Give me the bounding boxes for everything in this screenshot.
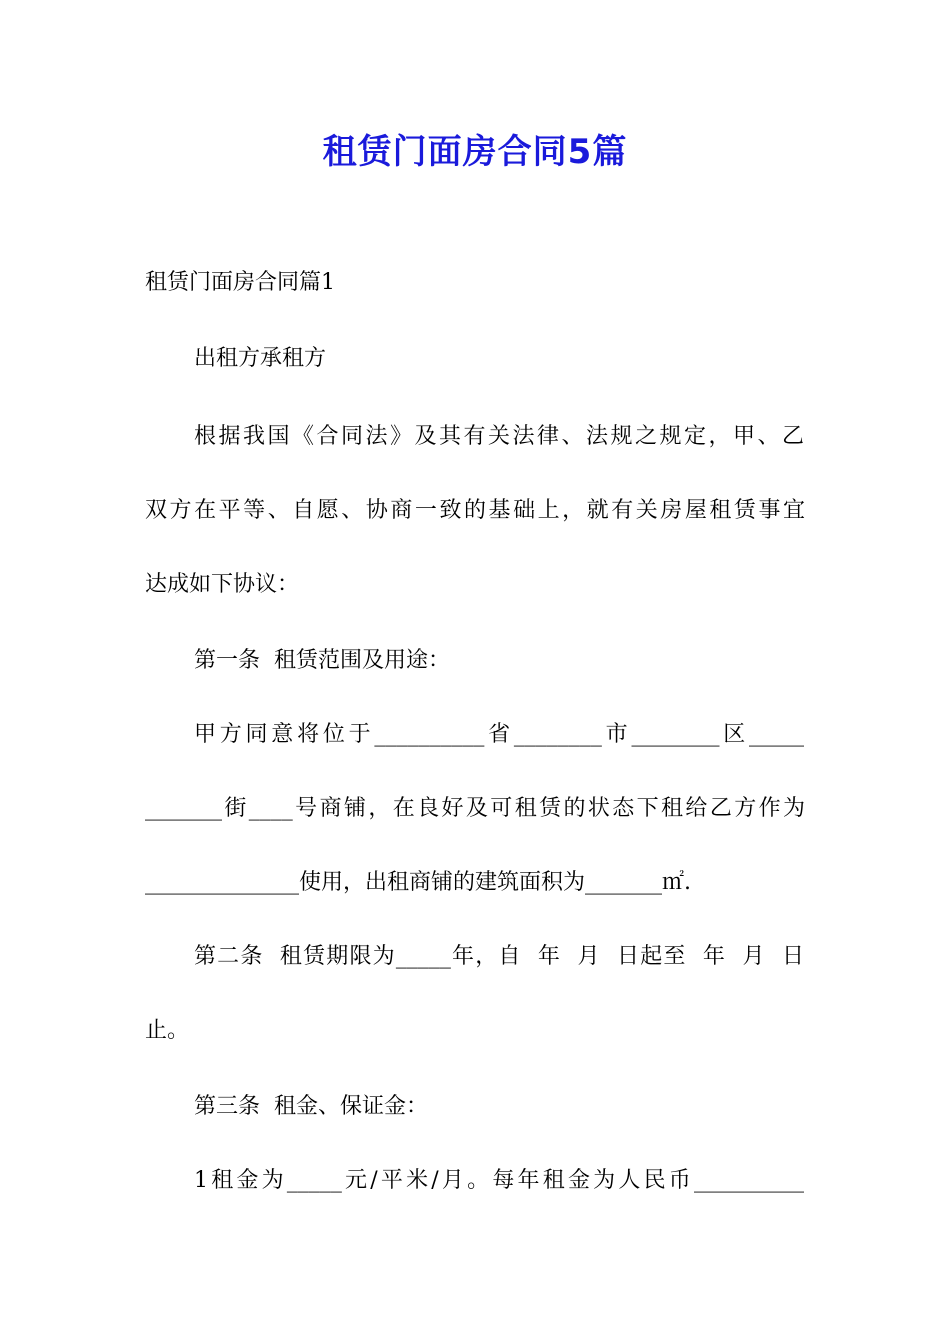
article-heading: 第三条 租金、保证金： (194, 1094, 428, 1119)
paragraph-line: 甲方同意将位于__________省________市________区_____ (194, 722, 804, 747)
section-heading: 租赁门面房合同篇1 (145, 270, 335, 295)
paragraph-line: 达成如下协议： (145, 572, 300, 597)
paragraph-line: _______街____号商铺，在良好及可租赁的状态下租给乙方作为 (145, 796, 805, 821)
paragraph-line: 出租方承租方 (194, 346, 327, 371)
paragraph-line: 第二条 租赁期限为_____年，自 年 月 日起至 年 月 日 (194, 944, 804, 969)
article-heading: 第一条 租赁范围及用途： (194, 648, 450, 673)
paragraph-line: 止。 (145, 1018, 190, 1043)
document-title: 租赁门面房合同5篇 (322, 132, 628, 172)
paragraph-line: 1租金为_____元/平米/月。每年租金为人民币__________ (194, 1168, 804, 1193)
paragraph-line: 双方在平等、自愿、协商一致的基础上，就有关房屋租赁事宜 (145, 498, 805, 523)
paragraph-line: ______________使用，出租商铺的建筑面积为_______㎡. (145, 870, 691, 895)
paragraph-line: 根据我国《合同法》及其有关法律、法规之规定，甲、乙 (194, 424, 804, 449)
